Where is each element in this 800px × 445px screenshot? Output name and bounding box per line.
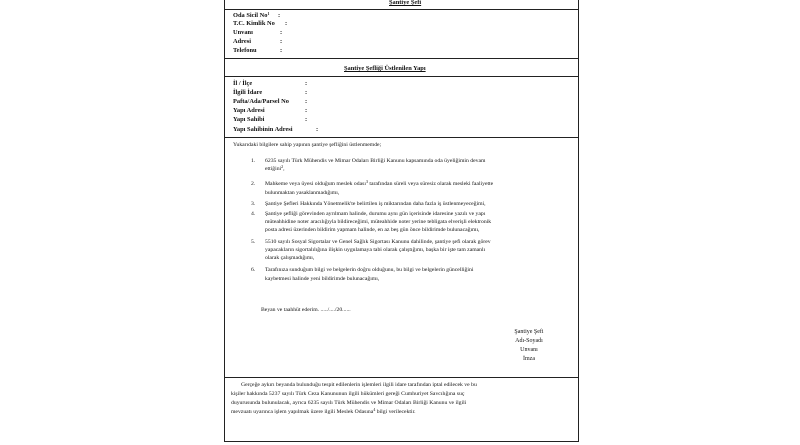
field-il-ilce-sep: : — [305, 80, 308, 87]
item1-line2: ettiğini$^2$, — [265, 164, 285, 172]
field-pafta-ada-parsel: Pafta/Ada/Parsel No — [233, 98, 289, 105]
field-oda-sicil-no-sep: : — [278, 12, 281, 19]
item5-line1: 5510 sayılı Sosyal Sigortalar ve Genel Sağlık Sigortası Kanunu dahilinde, şantiye şefi olarak görev — [265, 239, 491, 245]
item2-line1: Mahkeme veya üyesi olduğum meslek odası$^3$ tarafından süreli veya süresiz olarak mesleki faaliyette — [265, 179, 494, 187]
field-yapi-sahibi: Yapı Sahibi — [233, 116, 265, 123]
signature-title: Şantiye Şefi — [514, 329, 544, 335]
item1-number: 1. — [251, 158, 256, 164]
item5-number: 5. — [251, 239, 256, 245]
form-frame — [224, 0, 579, 442]
item2-line2: bulunmaktan yasaklanmadığımı, — [265, 190, 340, 196]
field-yapi-adresi: Yapı Adresi — [233, 107, 265, 114]
field-unvani-sep: : — [280, 29, 283, 36]
signature-name: Adı-Soyadı — [515, 338, 543, 344]
field-ilgili-idare: İlgili İdare — [233, 89, 263, 96]
field-tc-kimlik-no-sep: : — [285, 20, 288, 27]
footer-line4: mevzuatı uyarınca işlem yapılmak üzere ilgili Meslek Odasına$^4$ bilgi verilecektir. — [231, 407, 416, 415]
field-adresi: Adresi — [233, 38, 251, 45]
footer-divider — [225, 377, 578, 378]
field-yapi-adresi-sep: : — [305, 107, 308, 114]
item1-line1: 6235 sayılı Türk Mühendis ve Mimar Odaları Birliği Kanunu kapsamında oda üyeliğimin devam — [265, 158, 486, 164]
field-yapi-sahibinin-adresi-sep: : — [316, 126, 319, 133]
field-yapi-sahibinin-adresi: Yapı Sahibinin Adresi — [233, 126, 293, 133]
item4-line2: müteahhidine noter aracılığıyla bildireceğimi, müteahhide noter yerine tebligata elverişli elektronik — [265, 219, 492, 225]
field-unvani: Unvanı — [233, 29, 253, 36]
field-adresi-sep: : — [280, 38, 283, 45]
field-oda-sicil-no: Oda Sicil No$^1$ — [233, 11, 270, 19]
item2-number: 2. — [251, 181, 256, 187]
field-yapi-sahibi-sep: : — [305, 116, 308, 123]
item3-line1: Şantiye Şefleri Hakkında Yönetmelik'te belirtilen iş miktarından daha fazla iş üstlenmeyeceğimi, — [265, 201, 486, 207]
field-il-ilce: İl / İlçe — [233, 80, 253, 87]
item6-line1: Tarafınıza sunduğum bilgi ve belgelerin doğru olduğunu, bu bilgi ve belgelerin güncelliğini — [265, 267, 474, 273]
item5-line2: yapacakların sigortalılığına ilişkin uygulamaya tabi olarak çalıştığımı, başka bir işte tam zamanlı — [265, 247, 486, 253]
item5-line3: olarak çalışmadığımı, — [265, 255, 315, 261]
field-telefonu: Telefonu — [233, 47, 257, 54]
footer-line2: kişiler hakkında 5237 sayılı Türk Ceza Kanununun ilgili hükümleri gereği Cumhuriyet Savcılığına suç — [231, 391, 465, 397]
item4-line3: posta adresi üzerinden bildirim yapmam halinde, en az beş gün önce bildirimde bulunacağımı, — [265, 227, 480, 233]
field-tc-kimlik-no: T.C. Kimlik No — [233, 20, 275, 27]
item6-line2: kaybetmesi halinde yeni bildirimde bulunacağımı, — [265, 276, 380, 282]
item3-number: 3. — [251, 201, 256, 207]
declaration-text: Beyan ve taahhüt ederim. ...../..../20...... — [261, 307, 351, 313]
section2-top-divider — [225, 58, 578, 59]
signature-unvan: Unvanı — [520, 347, 538, 353]
section1-divider — [225, 9, 578, 10]
section2-title: Şantiye Şefliği Üstlenilen Yapı — [344, 65, 426, 72]
footer-line1: Gerçeğe aykırı beyanda bulunduğu tespit edilenlerin işlemleri ilgili idare tarafından iptal edilecek ve bu — [241, 382, 477, 388]
intro-text: Yukarıdaki bilgilere sahip yapının şantiye şefliğini üstlenmemde; — [233, 142, 382, 148]
field-pafta-ada-parsel-sep: : — [305, 98, 308, 105]
field-ilgili-idare-sep: : — [305, 89, 308, 96]
signature-imza: İmza — [523, 356, 535, 362]
field-telefonu-sep: : — [280, 47, 283, 54]
section3-top-divider — [225, 137, 578, 138]
footer-line3: duyurusunda bulunulacak, ayrıca 6235 sayılı Türk Mühendis ve Mimar Odaları Birliği Kanunu ve ilgili — [231, 400, 467, 406]
item4-line1: Şantiye şefliği görevinden ayrılmam halinde, durumu aynı gün içerisinde idaresine yazılı ve yapı — [265, 211, 486, 217]
item6-number: 6. — [251, 267, 256, 273]
section1-title: Şantiye Şefi — [389, 0, 422, 6]
item4-number: 4. — [251, 211, 256, 217]
section2-divider — [225, 76, 578, 77]
